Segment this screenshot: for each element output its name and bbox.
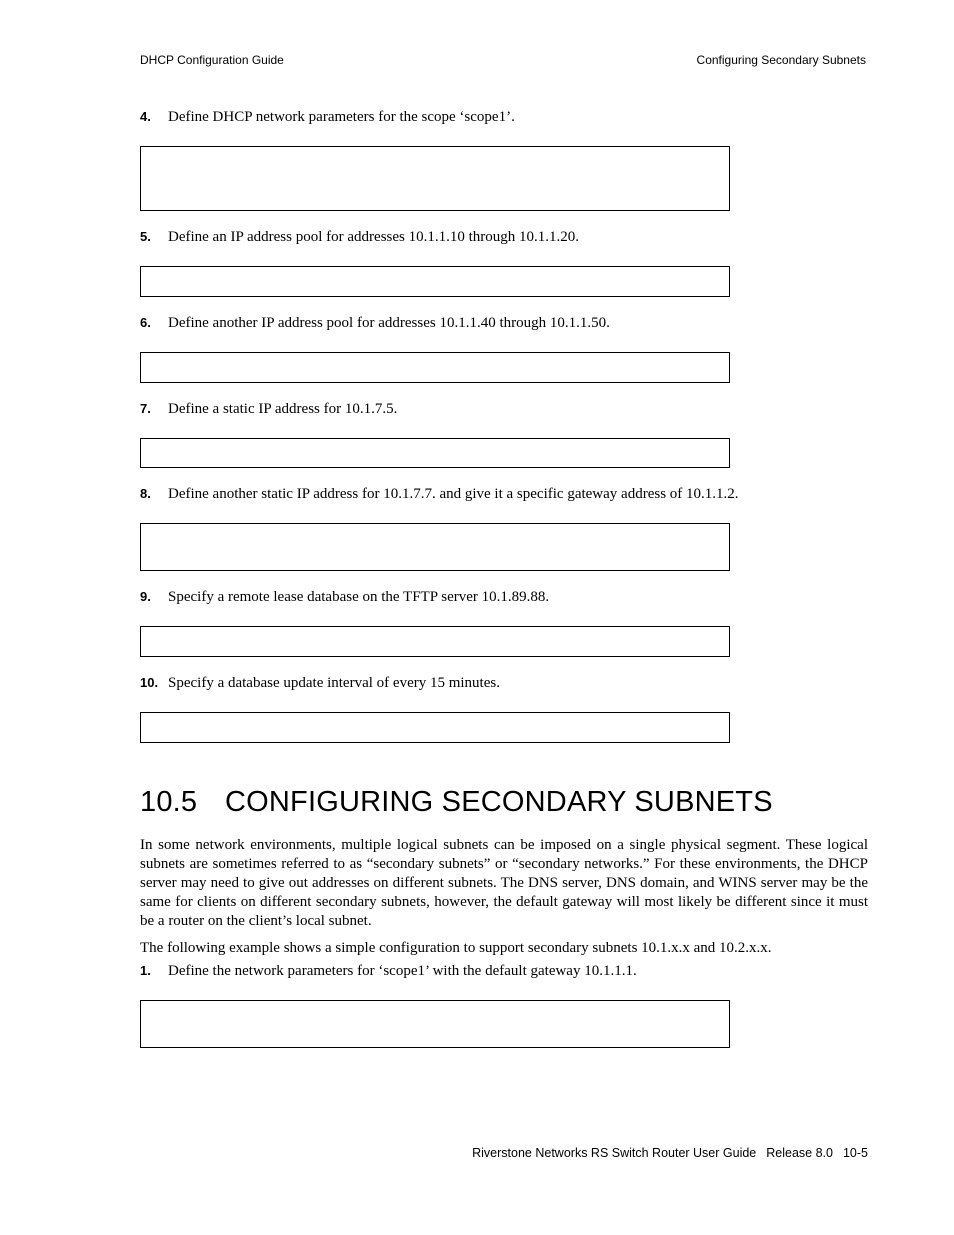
command-box xyxy=(140,266,730,297)
running-header-right: Configuring Secondary Subnets xyxy=(696,53,866,67)
step-text: Specify a remote lease database on the TFTP server 10.1.89.88. xyxy=(168,589,550,605)
command-box xyxy=(140,626,730,657)
footer-release: Release 8.0 xyxy=(766,1146,833,1160)
step-text: Define DHCP network parameters for the scope ‘scope1’. xyxy=(168,109,515,125)
step-number: 5. xyxy=(140,229,151,244)
step-text: Define another IP address pool for addresses 10.1.1.40 through 10.1.1.50. xyxy=(168,315,610,331)
command-box xyxy=(140,438,730,468)
step-7 xyxy=(140,400,868,418)
step-number: 8. xyxy=(140,486,151,501)
body-paragraph: The following example shows a simple configuration to support secondary subnets 10.1.x.x and 10.2.x.x. xyxy=(140,940,772,956)
command-box xyxy=(140,712,730,743)
step-number: 6. xyxy=(140,315,151,330)
running-header-left: DHCP Configuration Guide xyxy=(140,53,284,67)
step-9 xyxy=(140,588,868,606)
command-box xyxy=(140,146,730,211)
footer-page-number: 10-5 xyxy=(842,1146,868,1160)
section-heading xyxy=(140,786,773,819)
step-number: 4. xyxy=(140,109,151,124)
step-6 xyxy=(140,314,868,332)
footer-guide-title: Riverstone Networks RS Switch Router User Guide xyxy=(472,1146,757,1160)
step-text: Define another static IP address for 10.1.7.7. and give it a specific gateway address of 10.1.1.2. xyxy=(168,486,739,502)
command-box xyxy=(140,352,730,383)
command-box xyxy=(140,1000,730,1048)
step-number: 9. xyxy=(140,589,151,604)
step-5 xyxy=(140,228,868,246)
section-title: CONFIGURING SECONDARY SUBNETS xyxy=(225,786,773,818)
step-10 xyxy=(140,674,868,692)
step-text: Define the network parameters for ‘scope1’ with the default gateway 10.1.1.1. xyxy=(168,963,637,979)
step-text: Specify a database update interval of every 15 minutes. xyxy=(168,675,500,691)
page-footer xyxy=(472,1146,868,1160)
body-paragraph: In some network environments, multiple logical subnets can be imposed on a single physical segment. These logical subnets are sometimes referred to as “secondary subnets” or “secondary networks.” For these environments, the DHCP server may need to give out addresses on different subnets. The DNS server, DNS domain, and WINS server may be the same for clients on different secondary subnets, however, the default gateway will most likely be different since it must be a router on the client’s local subnet. xyxy=(140,837,868,929)
step-number: 10. xyxy=(140,675,159,690)
command-box xyxy=(140,523,730,571)
step-text: Define a static IP address for 10.1.7.5. xyxy=(168,401,398,417)
step-4 xyxy=(140,108,868,126)
step-text: Define an IP address pool for addresses 10.1.1.10 through 10.1.1.20. xyxy=(168,229,580,245)
section-step-1 xyxy=(140,962,868,980)
section-number: 10.5 xyxy=(140,786,198,818)
step-number: 7. xyxy=(140,401,151,416)
step-8 xyxy=(140,485,868,503)
step-number: 1. xyxy=(140,963,151,978)
